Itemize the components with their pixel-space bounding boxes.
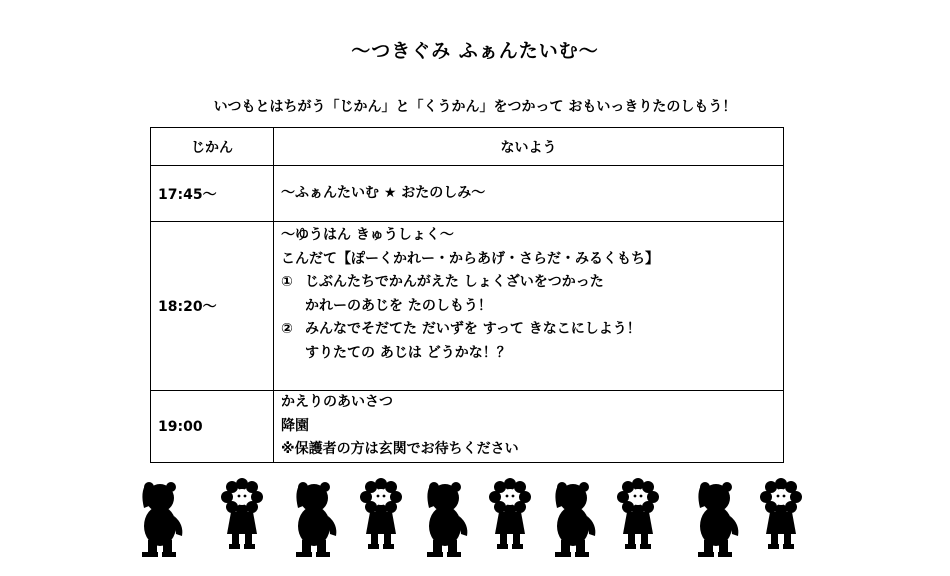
item-text: みんなでそだてた だいずを すって きなこにしよう！ [305, 321, 641, 337]
table-row [151, 391, 784, 463]
item-continuation: すりたての あじは どうかな！？ [305, 344, 511, 361]
row-content [274, 166, 784, 222]
table-row [151, 166, 784, 222]
header-content: ないよう [274, 128, 784, 166]
table-row [151, 222, 784, 391]
page-subtitle: いつもとはちがう「じかん」と「くうかん」をつかって おもいっきりたのしもう！ [213, 99, 737, 115]
flower-child-silhouette-icon [615, 478, 661, 550]
bear-silhouette-icon [694, 478, 744, 558]
schedule-table [150, 127, 784, 463]
content-line: 〜ゆうはん きゅうしょく〜 [281, 227, 454, 243]
item-continuation: かれーのあじを たのしもう！ [305, 297, 492, 314]
content-line: 〜ふぁんたいむ ★ おたのしみ〜 [281, 184, 486, 201]
page-title: 〜つきぐみ ふぁんたいむ〜 [351, 40, 599, 62]
flower-child-silhouette-icon [219, 478, 265, 550]
content-line: 降園 [281, 417, 309, 434]
content-line: ※保護者の方は玄関でお待ちください [281, 441, 519, 458]
numbered-item [281, 318, 776, 342]
bear-silhouette-icon [423, 478, 473, 558]
content-line: こんだて【ぽーくかれー・からあげ・さらだ・みるくもち】 [281, 250, 659, 267]
item-number: ① [281, 274, 293, 290]
row-time: 17:45〜 [151, 166, 274, 222]
flower-child-silhouette-icon [358, 478, 404, 550]
mascot-row [0, 478, 950, 568]
numbered-item [281, 271, 776, 295]
row-content [274, 222, 784, 391]
header-time: じかん [151, 128, 274, 166]
bear-silhouette-icon [551, 478, 601, 558]
bear-silhouette-icon [292, 478, 342, 558]
item-number: ② [281, 321, 293, 337]
bear-silhouette-icon [138, 478, 188, 558]
row-content [274, 391, 784, 463]
table-header-row [151, 128, 784, 166]
content-line: かえりのあいさつ [281, 394, 393, 411]
item-text: じぶんたちでかんがえた しょくざいをつかった [305, 274, 604, 290]
flower-child-silhouette-icon [758, 478, 804, 550]
flower-child-silhouette-icon [487, 478, 533, 550]
row-time: 18:20〜 [151, 222, 274, 391]
row-time: 19:00 [151, 391, 274, 463]
